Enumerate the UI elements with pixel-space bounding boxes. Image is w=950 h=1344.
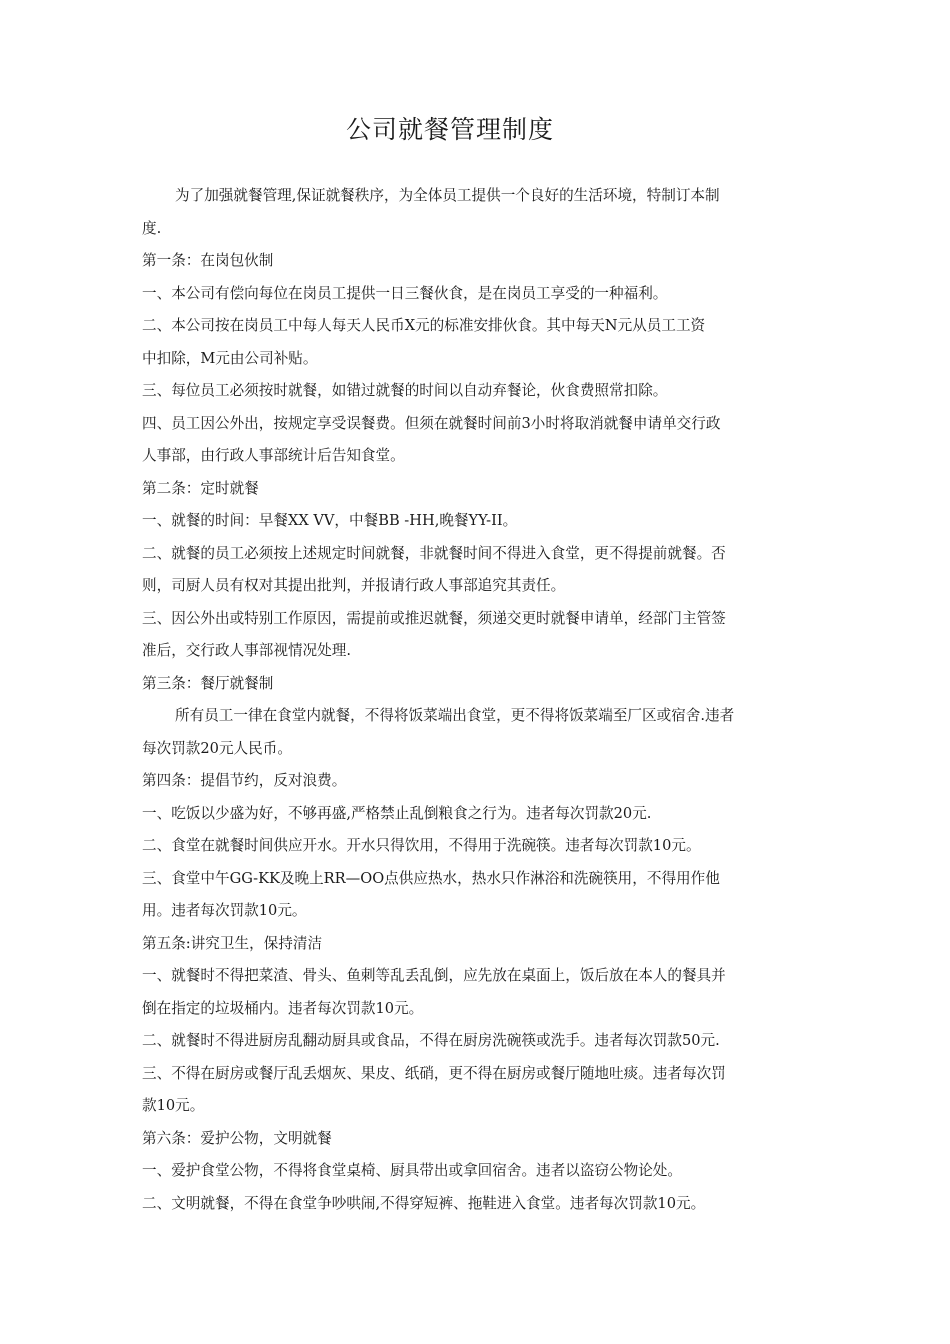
text-line: 为了加强就餐管理,保证就餐秩序，为全体员工提供一个良好的生活环境，特制订本制	[175, 187, 720, 204]
text-line: 一、就餐的时间：早餐XX VV，中餐BB -HH,晚餐YY-II。	[142, 512, 518, 529]
text-line: 用。违者每次罚款10元。	[142, 902, 307, 919]
text-line: 则，司厨人员有权对其提出批判，并报请行政人事部追究其责任。	[142, 577, 566, 594]
text-line: 第四条：提倡节约，反对浪费。	[142, 772, 347, 789]
text-line: 一、爱护食堂公物，不得将食堂桌椅、厨具带出或拿回宿舍。违者以盗窃公物论处。	[142, 1162, 682, 1179]
text-line: 三、每位员工必须按时就餐，如错过就餐的时间以自动弃餐论，伙食费照常扣除。	[142, 382, 668, 399]
document-body	[142, 180, 822, 1220]
text-line: 第六条：爱护公物，文明就餐	[142, 1129, 332, 1147]
text-line: 二、本公司按在岗员工中每人每天人民币X元的标准安排伙食。其中每天N元从员工工资	[142, 317, 706, 334]
text-line: 人事部，由行政人事部统计后告知食堂。	[142, 447, 405, 464]
text-line: 准后，交行政人事部视情况处理.	[142, 642, 351, 659]
text-line: 第五条:讲究卫生，保持清洁	[142, 934, 323, 952]
text-line: 第一条：在岗包伙制	[142, 252, 274, 269]
text-line: 倒在指定的垃圾桶内。违者每次罚款10元。	[142, 999, 424, 1017]
text-line: 二、就餐时不得进厨房乱翻动厨具或食品，不得在厨房洗碗筷或洗手。违者每次罚款50元.	[142, 1032, 720, 1049]
text-line: 一、吃饭以少盛为好，不够再盛,严格禁止乱倒粮食之行为。违者每次罚款20元.	[142, 804, 652, 822]
text-line: 第三条：餐厅就餐制	[142, 674, 274, 692]
text-line: 一、本公司有偿向每位在岗员工提供一日三餐伙食，是在岗员工享受的一种福利。	[142, 284, 668, 302]
text-line: 四、员工因公外出，按规定享受误餐费。但须在就餐时间前3小时将取消就餐申请单交行政	[142, 414, 721, 432]
text-line: 三、食堂中午GG-KK及晚上RR—OO点供应热水，热水只作淋浴和洗碗筷用，不得用作他	[142, 869, 720, 887]
text-line: 度.	[142, 219, 162, 237]
text-line: 三、不得在厨房或餐厅乱丢烟灰、果皮、纸硝，更不得在厨房或餐厅随地吐痰。违者每次罚	[142, 1064, 726, 1082]
text-line: 第二条：定时就餐	[142, 479, 259, 497]
text-line: 三、因公外出或特别工作原因，需提前或推迟就餐，须递交更时就餐申请单，经部门主管签	[142, 609, 726, 627]
text-line: 二、就餐的员工必须按上述规定时间就餐，非就餐时间不得进入食堂，更不得提前就餐。否	[142, 544, 726, 562]
text-line: 所有员工一律在食堂内就餐，不得将饭菜端出食堂，更不得将饭菜端至厂区或宿舍.违者	[175, 707, 735, 724]
document-title: 公司就餐管理制度	[345, 115, 554, 144]
text-line: 二、食堂在就餐时间供应开水。开水只得饮用，不得用于洗碗筷。违者每次罚款10元。	[142, 837, 701, 854]
text-line: 中扣除，M元由公司补贴。	[142, 349, 318, 367]
text-line: 二、文明就餐，不得在食堂争吵哄闹,不得穿短裤、拖鞋进入食堂。违者每次罚款10元。	[142, 1194, 706, 1212]
text-line: 一、就餐时不得把菜渣、骨头、鱼刺等乱丢乱倒，应先放在桌面上，饭后放在本人的餐具并	[142, 967, 726, 984]
text-line: 每次罚款20元人民币。	[142, 739, 292, 757]
text-line: 款10元。	[142, 1097, 205, 1114]
